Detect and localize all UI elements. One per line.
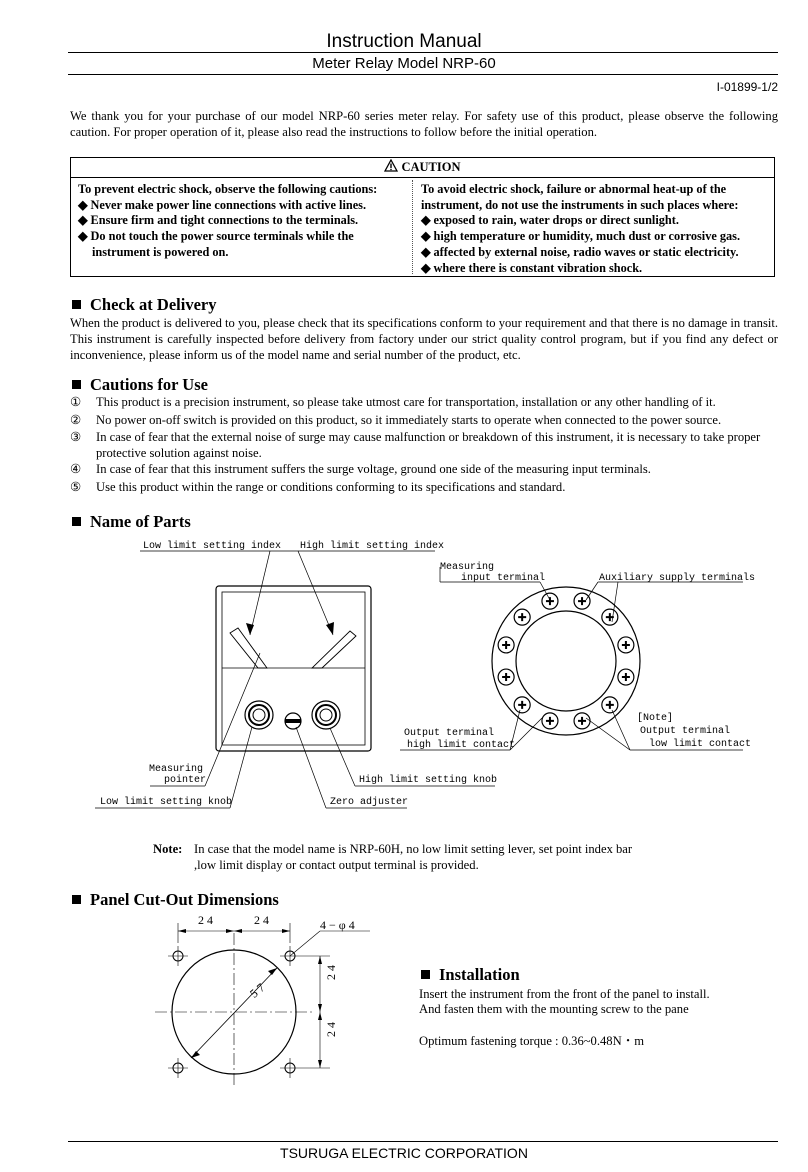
document-number: I-01899-1/2 xyxy=(716,80,778,94)
label-note-tag: [Note] xyxy=(637,713,674,724)
installation-line-2: And fasten them with the mounting screw to the pane xyxy=(419,1002,689,1016)
label-low-limit-index: Low limit setting index xyxy=(143,541,282,552)
cutout-diagram xyxy=(155,913,375,1093)
label-auxiliary-supply: Auxiliary supply terminals xyxy=(599,573,756,584)
label-high-limit-knob: High limit setting knob xyxy=(359,775,498,786)
subtitle-rule xyxy=(68,74,778,75)
mounting-hole-centerline xyxy=(280,1058,300,1078)
dim-left-24: 2 4 xyxy=(198,913,213,927)
cutout-heading: Panel Cut-Out Dimensions xyxy=(72,890,279,910)
label-output-high: Output terminal xyxy=(404,728,495,739)
high-limit-index xyxy=(312,631,356,668)
label-zero-adjuster: Zero adjuster xyxy=(330,797,409,808)
caution-left-item: ◆ Do not touch the power source terminals while the instrument is powered on. xyxy=(78,229,354,259)
square-bullet-icon xyxy=(72,895,81,904)
intro-paragraph: We thank you for your purchase of our model NRP-60 series meter relay. For safety use of this product, please observe the following caution. For proper operation of it, please also read the instructions to follow before the initial operation. xyxy=(70,109,778,139)
label-output-high: high limit contact xyxy=(407,740,516,751)
caution-right-heading: To avoid electric shock, failure or abnormal heat-up of the instrument, do not use the instruments in such places where: xyxy=(421,182,739,212)
dim-right-24: 2 4 xyxy=(254,913,269,927)
installation-line-1: Insert the instrument from the front of the panel to install. xyxy=(419,987,710,1001)
caution-box xyxy=(70,157,775,277)
caution-use-item: ③ In case of fear that the external noise of surge may cause malfunction or breakdown of this instrument, it is necessary to take proper protective solution against noise. xyxy=(70,430,761,460)
installation-heading: Installation xyxy=(421,965,520,985)
label-high-limit-index: High limit setting index xyxy=(300,541,445,552)
mounting-hole-centerline xyxy=(168,946,188,966)
label-measuring-pointer: pointer xyxy=(164,775,207,786)
caution-right-item: ◆ affected by external noise, radio waves or static electricity. xyxy=(421,244,739,259)
caution-use-item: ① This product is a precision instrument, so please take utmost care for transportation, installation or any other handling of it. xyxy=(70,395,716,409)
caution-left-heading: To prevent electric shock, observe the following cautions: xyxy=(78,182,378,196)
dim-vertical-bottom-24: 2 4 xyxy=(324,1022,338,1037)
footer-company: TSURUGA ELECTRIC CORPORATION xyxy=(280,1145,528,1161)
square-bullet-icon xyxy=(421,970,430,979)
check-delivery-text: When the product is delivered to you, please check that its specifications conform to your requirement and that there is no damage in transit. This instrument is carefully inspected before delivery from factory under our strict quality control program, but if you find any defect or inconvenience, please inform us of the model name and serial number of the product, etc. xyxy=(70,316,778,362)
caution-use-item: ⑤ Use this product within the range or conditions conforming to its specifications and standard. xyxy=(70,480,566,494)
dim-holes: 4 − φ 4 xyxy=(320,918,355,932)
label-measuring-input: Measuring xyxy=(440,562,495,573)
caution-right-item: ◆ high temperature or humidity, much dust or corrosive gas. xyxy=(421,229,741,244)
cautions-use-heading: Cautions for Use xyxy=(72,375,208,395)
note-block xyxy=(153,841,653,873)
installation-torque: Optimum fastening torque : 0.36~0.48N・m xyxy=(419,1034,645,1048)
square-bullet-icon xyxy=(72,380,81,389)
terminal-ring-outer xyxy=(492,587,640,735)
caution-header xyxy=(71,158,774,178)
check-delivery-heading: Check at Delivery xyxy=(72,295,216,315)
caution-left-item: ◆ Never make power line connections with active lines. xyxy=(78,197,367,212)
caution-use-item: ② No power on-off switch is provided on this product, so it immediately starts to operate when connected to the power source. xyxy=(70,413,722,427)
page-title: Instruction Manual xyxy=(326,31,482,52)
caution-right-column xyxy=(421,182,773,276)
note-text: In case that the model name is NRP-60H, no low limit setting lever, set point index bar ,low limit display or contact output terminal is provided. xyxy=(194,842,633,872)
caution-use-item: ④ In case of fear that this instrument suffers the surge voltage, ground one side of the measuring input terminals. xyxy=(70,462,651,476)
name-of-parts-heading: Name of Parts xyxy=(72,512,191,532)
label-output-low: low limit contact xyxy=(649,739,752,750)
caution-title: CAUTION xyxy=(401,160,461,174)
label-measuring-pointer: Measuring xyxy=(149,764,204,775)
label-output-low: Output terminal xyxy=(640,726,731,737)
terminal-ring-inner xyxy=(516,611,616,711)
dim-vertical-top-24: 2 4 xyxy=(324,965,338,980)
mounting-hole-centerline xyxy=(168,1058,188,1078)
caution-left-item: ◆ Ensure firm and tight connections to the terminals. xyxy=(78,213,359,228)
note-label: Note: xyxy=(153,842,183,856)
label-measuring-input: input terminal xyxy=(461,573,546,584)
meter-outer-frame xyxy=(216,586,371,751)
caution-right-item: ◆ where there is constant vibration shock. xyxy=(421,260,643,275)
caution-divider xyxy=(412,180,413,274)
caution-left-column xyxy=(78,182,408,261)
label-low-limit-knob: Low limit setting knob xyxy=(100,797,233,808)
square-bullet-icon xyxy=(72,300,81,309)
model-subtitle: Meter Relay Model NRP-60 xyxy=(312,55,496,72)
footer-rule xyxy=(68,1141,778,1142)
warning-triangle-icon xyxy=(384,159,398,172)
dim-diameter-57: 5 7 xyxy=(247,980,268,1001)
low-limit-index xyxy=(230,628,267,668)
title-rule xyxy=(68,52,778,53)
square-bullet-icon xyxy=(72,517,81,526)
caution-right-item: ◆ exposed to rain, water drops or direct sunlight. xyxy=(421,213,679,228)
